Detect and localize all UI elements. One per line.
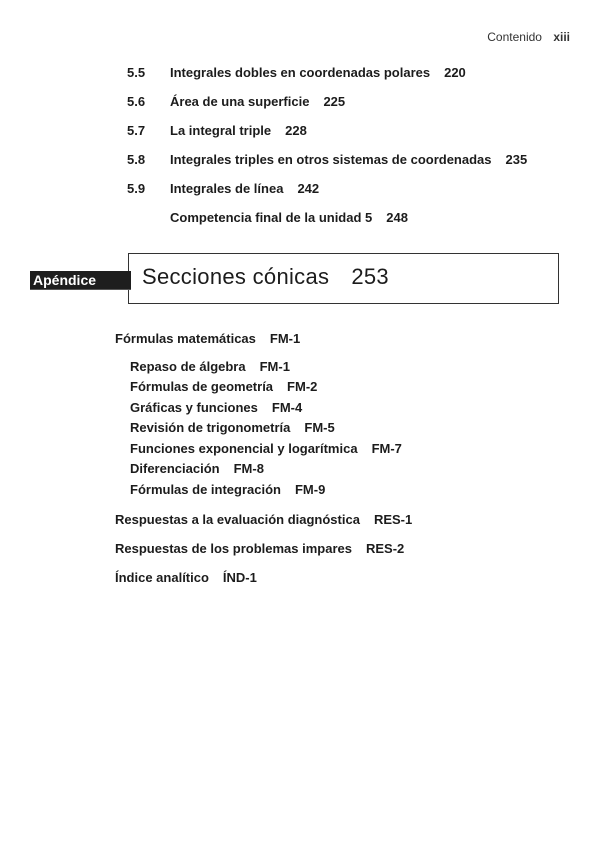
entry-title: Fórmulas matemáticas xyxy=(115,331,256,346)
section-title: Integrales dobles en coordenadas polares xyxy=(170,65,431,80)
section-title: Competencia final de la unidad 5 xyxy=(170,210,373,225)
toc-section-5-9 xyxy=(127,181,319,197)
entry-title: Revisión de trigonometría xyxy=(130,420,291,435)
entry-page: FM-5 xyxy=(304,420,335,435)
appendix-title-text: Secciones cónicas xyxy=(142,264,330,289)
page-number: xiii xyxy=(553,30,570,44)
section-title: Integrales triples en otros sistemas de coordenadas xyxy=(170,152,492,167)
entry-title: Fórmulas de integración xyxy=(130,482,281,497)
entry-page: ÍND-1 xyxy=(222,570,257,585)
section-page: 225 xyxy=(323,94,346,109)
toc-subentry-algebra xyxy=(130,359,290,375)
entry-page: FM-8 xyxy=(233,461,264,476)
section-number: 5.9 xyxy=(127,181,146,196)
entry-page: RES-2 xyxy=(365,541,405,556)
toc-subentry-graficas xyxy=(130,400,302,416)
toc-entry-respuestas-impares xyxy=(115,541,404,557)
entry-page: FM-4 xyxy=(271,400,303,415)
toc-entry-respuestas-diagnostica xyxy=(115,512,412,528)
section-page: 242 xyxy=(297,181,320,196)
toc-entry-formulas xyxy=(115,331,300,347)
section-number: 5.7 xyxy=(127,123,146,138)
entry-title: Repaso de álgebra xyxy=(130,359,246,374)
section-number: 5.8 xyxy=(127,152,146,167)
section-number: 5.6 xyxy=(127,94,146,109)
entry-page: FM-1 xyxy=(269,331,301,346)
entry-title: Funciones exponencial y logarítmica xyxy=(130,441,358,456)
entry-page: FM-9 xyxy=(294,482,326,497)
toc-section-5-7 xyxy=(127,123,307,139)
entry-page: RES-1 xyxy=(373,512,413,527)
section-title: Integrales de línea xyxy=(170,181,284,196)
appendix-title xyxy=(142,264,389,290)
entry-page: FM-2 xyxy=(287,379,318,394)
section-title: La integral triple xyxy=(170,123,272,138)
toc-section-5-6 xyxy=(127,94,345,110)
appendix-tab: Apéndice xyxy=(30,271,131,289)
appendix-page: 253 xyxy=(351,264,389,289)
toc-entry-indice xyxy=(115,570,257,586)
toc-subentry-diferenciacion xyxy=(130,461,264,477)
entry-title: Fórmulas de geometría xyxy=(130,379,274,394)
entry-title: Índice analítico xyxy=(115,570,209,585)
section-page: 248 xyxy=(386,210,408,225)
toc-subentry-geometria xyxy=(130,379,317,395)
toc-section-competencia xyxy=(127,210,408,226)
entry-title: Respuestas de los problemas impares xyxy=(115,541,352,556)
section-page: 235 xyxy=(505,152,528,167)
entry-page: FM-7 xyxy=(371,441,402,456)
appendix-tab-rule xyxy=(30,289,131,290)
entry-title: Gráficas y funciones xyxy=(130,400,258,415)
section-number: 5.5 xyxy=(127,65,146,80)
entry-title: Respuestas a la evaluación diagnóstica xyxy=(115,512,360,527)
entry-title: Diferenciación xyxy=(130,461,220,476)
entry-page: FM-1 xyxy=(259,359,290,374)
toc-section-5-5 xyxy=(127,65,466,81)
section-title: Área de una superficie xyxy=(170,94,310,109)
toc-subentry-integracion xyxy=(130,482,325,498)
section-page: 220 xyxy=(444,65,466,80)
section-page: 228 xyxy=(285,123,307,138)
running-head-label: Contenido xyxy=(487,30,542,44)
toc-subentry-exponencial xyxy=(130,441,402,457)
running-head xyxy=(487,30,570,44)
toc-section-5-8 xyxy=(127,152,527,168)
toc-subentry-trigonometria xyxy=(130,420,335,436)
